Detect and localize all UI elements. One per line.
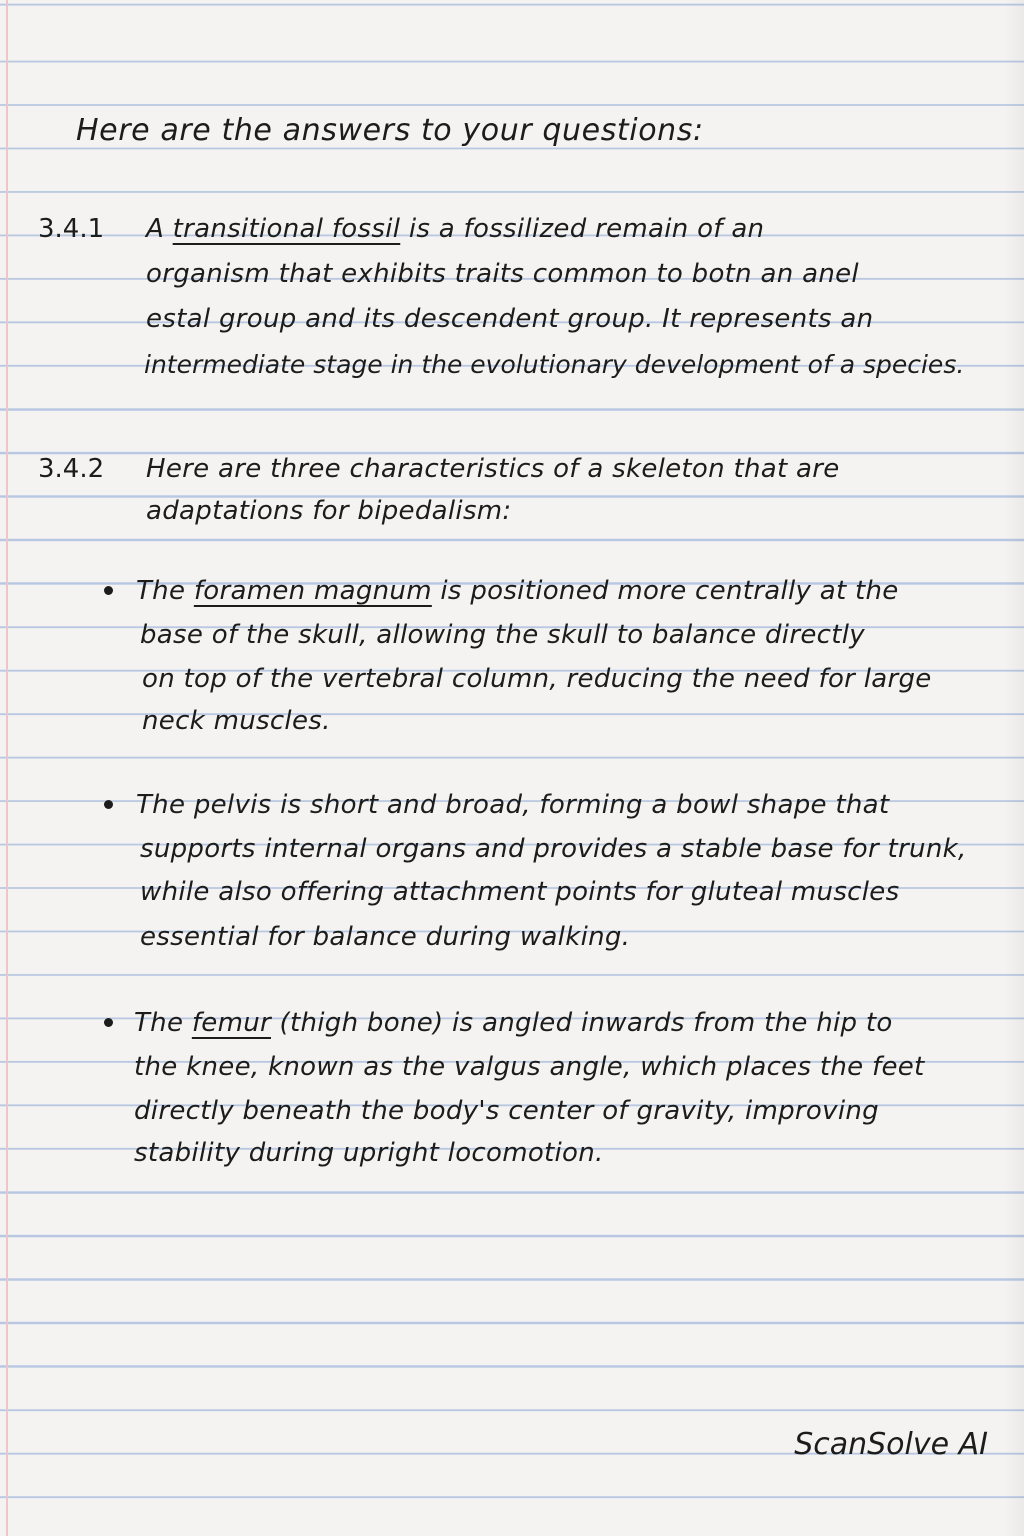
bullet-2-line-3: while also offering attachment points for gluteal muscles (140, 877, 900, 907)
answer-3-4-1-line-2: organism that exhibits traits common to botn an anel (146, 259, 859, 289)
bullet-3-line-4: stability during upright locomotion. (134, 1138, 604, 1168)
bullet-icon (104, 800, 113, 809)
bullet-3-line-2: the knee, known as the valgus angle, which places the feet (134, 1052, 925, 1082)
answer-3-4-2-line-1: Here are three characteristics of a skeleton that are (146, 454, 840, 484)
bullet-3-text: (thigh bone) is angled inwards from the hip to (270, 1008, 893, 1038)
bullet-1-line-2: base of the skull, allowing the skull to balance directly (140, 620, 865, 650)
margin-line (6, 0, 8, 1536)
page-edge (1004, 0, 1024, 1536)
bullet-3-text: The (134, 1008, 192, 1038)
bullet-1-text: is positioned more centrally at the (431, 576, 899, 606)
answer-3-4-1-text: A (146, 214, 173, 244)
bullet-1-line-1 (136, 574, 899, 608)
bullet-1-text: The (136, 576, 194, 606)
bullet-2-line-1: The pelvis is short and broad, forming a bowl shape that (136, 790, 890, 820)
answer-3-4-1-line-1 (146, 212, 764, 246)
bullet-1-line-3: on top of the vertebral column, reducing the need for large (142, 664, 932, 694)
bullet-icon (104, 1018, 113, 1027)
question-number-3-4-2: 3.4.2 (38, 454, 105, 484)
term-foramen-magnum: foramen magnum (193, 576, 432, 606)
bullet-2-line-2: supports internal organs and provides a stable base for trunk, (140, 834, 967, 864)
answer-3-4-1-text: is a fossilized remain of an (400, 214, 765, 244)
intro-heading: Here are the answers to your questions: (76, 113, 704, 148)
answer-3-4-1-line-3: estal group and its descendent group. It represents an (146, 304, 874, 334)
brand-signature: ScanSolve AI (794, 1427, 988, 1462)
bullet-2-line-4: essential for balance during walking. (140, 922, 631, 952)
term-transitional-fossil: transitional fossil (172, 214, 401, 244)
bullet-3-line-1 (134, 1006, 893, 1040)
question-number-3-4-1: 3.4.1 (38, 214, 105, 244)
bullet-icon (104, 586, 113, 595)
answer-3-4-1-line-4: intermediate stage in the evolutionary development of a species. (144, 350, 965, 379)
term-femur: femur (191, 1008, 271, 1038)
answer-3-4-2-line-2: adaptations for bipedalism: (146, 496, 512, 526)
bullet-1-line-4: neck muscles. (142, 706, 331, 736)
bullet-3-line-3: directly beneath the body's center of gravity, improving (134, 1096, 879, 1126)
